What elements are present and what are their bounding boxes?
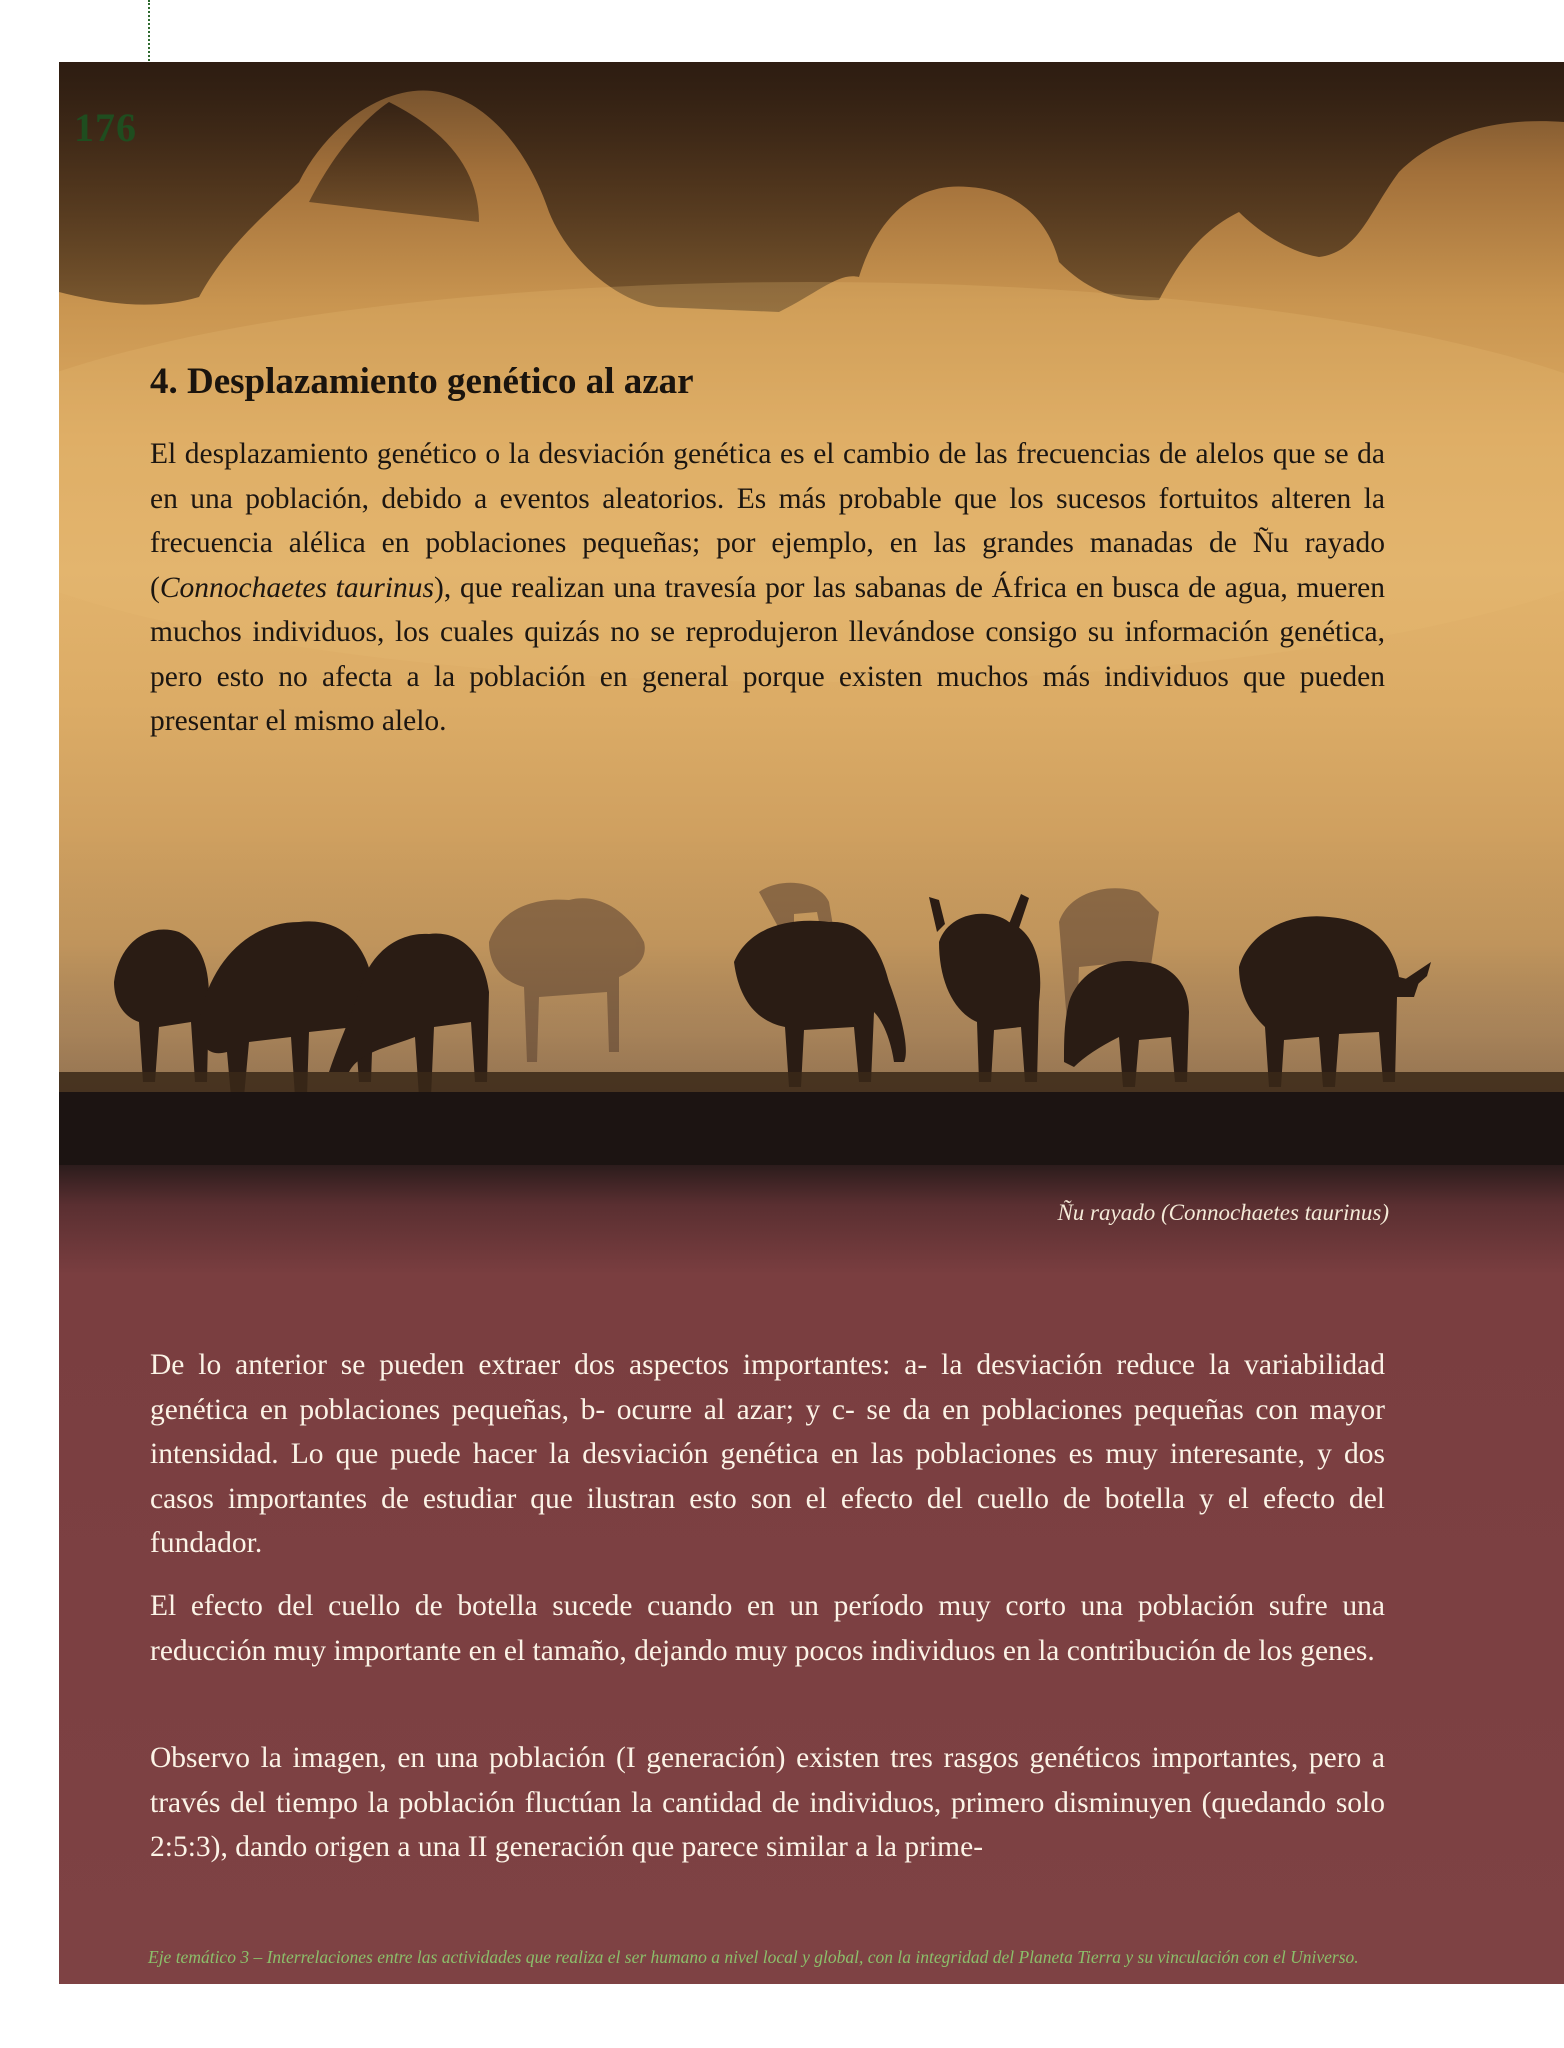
intro-paragraph (150, 432, 1385, 744)
page-number: 176 (74, 105, 137, 150)
photo-caption: Ñu rayado (Connochaetes taurinus) (1057, 1200, 1389, 1225)
intro-text-part-1: El desplazamiento genético o la desviación genética es el cambio de las frecuencias de alelos que se da en una población, debido a eventos aleatorios. Es más probable que los sucesos fortuitos alteren la frecuencia alélica en poblaciones pequeñas; por ejemplo, en las grandes manadas de Ñu rayado ( (150, 438, 1385, 604)
section-heading: 4. Desplazamiento genético al azar (150, 361, 694, 402)
footer-thematic-axis: Eje temático 3 – Interrelaciones entre las actividades que realiza el ser humano a nivel local y global, con la integridad del Planeta Tierra y su vinculación con el Universo. (148, 1947, 1359, 1967)
tree-silhouettes (59, 62, 1564, 312)
body-paragraph-3: Observo la imagen, en una población (I generación) existen tres rasgos genéticos importantes, pero a través del tiempo la población fluctúan la cantidad de individuos, primero disminuyen (quedando solo 2:5:3), dando origen a una II generación que parece similar a la prime- (150, 1742, 1385, 1863)
body-paragraph-1: De lo anterior se pueden extraer dos aspectos importantes: a- la desviación reduce la variabilidad genética en poblaciones pequeñas, b- ocurre al azar; y c- se da en poblaciones pequeñas con mayor intensidad. Lo que puede hacer la desviación genética en las poblaciones es muy interesante, y dos casos importantes de estudiar que ilustran esto son el efecto del cuello de botella y el efecto del fundador. (150, 1349, 1385, 1559)
species-name-italic: Connochaetes taurinus (159, 571, 435, 604)
body-paragraph-2: El efecto del cuello de botella sucede cuando en un período muy corto una población sufre una reducción muy importante en el tamaño, dejando muy pocos individuos en la contribución de los genes. (150, 1590, 1385, 1667)
intro-text-part-2: ), que realizan una travesía por las sabanas de África en busca de agua, mueren muchos individuos, los cuales quizás no se reprodujeron llevándose consigo su información genética, pero esto no afecta a la población en general porque existen muchos más individuos que pueden presentar el mismo alelo. (150, 571, 1385, 737)
